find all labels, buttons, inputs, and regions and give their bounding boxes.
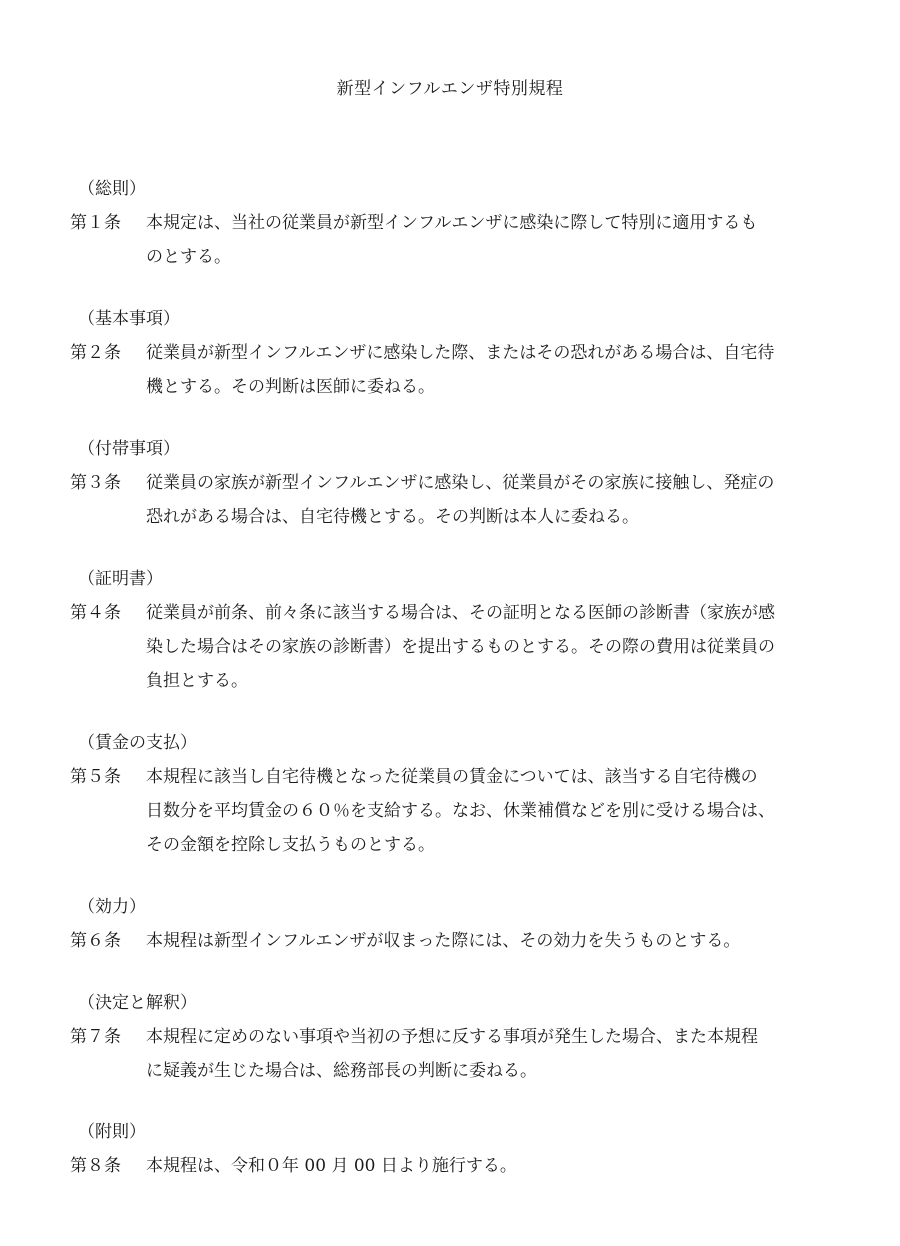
article-body bbox=[146, 1154, 846, 1188]
section-heading: （付帯事項） bbox=[78, 439, 180, 459]
article-number: 第２条 bbox=[70, 343, 121, 363]
article-line: 従業員の家族が新型インフルエンザに感染し、従業員がその家族に接触し、発症の bbox=[146, 473, 775, 493]
article-line: 負担とする。 bbox=[146, 671, 248, 691]
section-heading: （効力） bbox=[78, 897, 146, 917]
article-line: 本規程は新型インフルエンザが収まった際には、その効力を失うものとする。 bbox=[146, 931, 741, 951]
article-line: 本規程に該当し自宅待機となった従業員の賃金については、該当する自宅待機の bbox=[146, 767, 758, 787]
article-number: 第５条 bbox=[70, 767, 121, 787]
article-body bbox=[146, 929, 846, 963]
section-heading: （基本事項） bbox=[78, 309, 180, 329]
section-heading: （証明書） bbox=[78, 569, 163, 589]
article-line: 従業員が前条、前々条に該当する場合は、その証明となる医師の診断書（家族が感 bbox=[146, 603, 775, 623]
article-line: 本規程に定めのない事項や当初の予想に反する事項が発生した場合、また本規程 bbox=[146, 1027, 758, 1047]
article-line: 本規程は、令和０年 00 月 00 日より施行する。 bbox=[146, 1156, 517, 1176]
article-line: 従業員が新型インフルエンザに感染した際、またはその恐れがある場合は、自宅待 bbox=[146, 343, 775, 363]
article-line: 機とする。その判断は医師に委ねる。 bbox=[146, 377, 435, 397]
section-heading: （決定と解釈） bbox=[78, 993, 197, 1013]
article-body bbox=[146, 765, 846, 867]
article-line: 恐れがある場合は、自宅待機とする。その判断は本人に委ねる。 bbox=[146, 507, 639, 527]
section-heading: （総則） bbox=[78, 179, 146, 199]
article-body bbox=[146, 1025, 846, 1093]
article-line: その金額を控除し支払うものとする。 bbox=[146, 835, 435, 855]
article-line: のとする。 bbox=[146, 247, 231, 267]
article-number: 第６条 bbox=[70, 931, 121, 951]
article-number: 第１条 bbox=[70, 213, 121, 233]
article-line: に疑義が生じた場合は、総務部長の判断に委ねる。 bbox=[146, 1061, 537, 1081]
article-line: 日数分を平均賃金の６０％を支給する。なお、休業補償などを別に受ける場合は、 bbox=[146, 801, 775, 821]
article-number: 第４条 bbox=[70, 603, 121, 623]
article-number: 第７条 bbox=[70, 1027, 121, 1047]
article-body bbox=[146, 341, 846, 409]
article-body bbox=[146, 601, 846, 703]
article-number: 第８条 bbox=[70, 1156, 121, 1176]
article-line: 染した場合はその家族の診断書）を提出するものとする。その際の費用は従業員の bbox=[146, 637, 775, 657]
document-title: 新型インフルエンザ特別規程 bbox=[336, 79, 564, 99]
article-number: 第３条 bbox=[70, 473, 121, 493]
section-heading: （附則） bbox=[78, 1122, 146, 1142]
article-line: 本規定は、当社の従業員が新型インフルエンザに感染に際して特別に適用するも bbox=[146, 213, 758, 233]
article-body bbox=[146, 471, 846, 539]
article-body bbox=[146, 211, 846, 279]
section-heading: （賃金の支払） bbox=[78, 733, 197, 753]
